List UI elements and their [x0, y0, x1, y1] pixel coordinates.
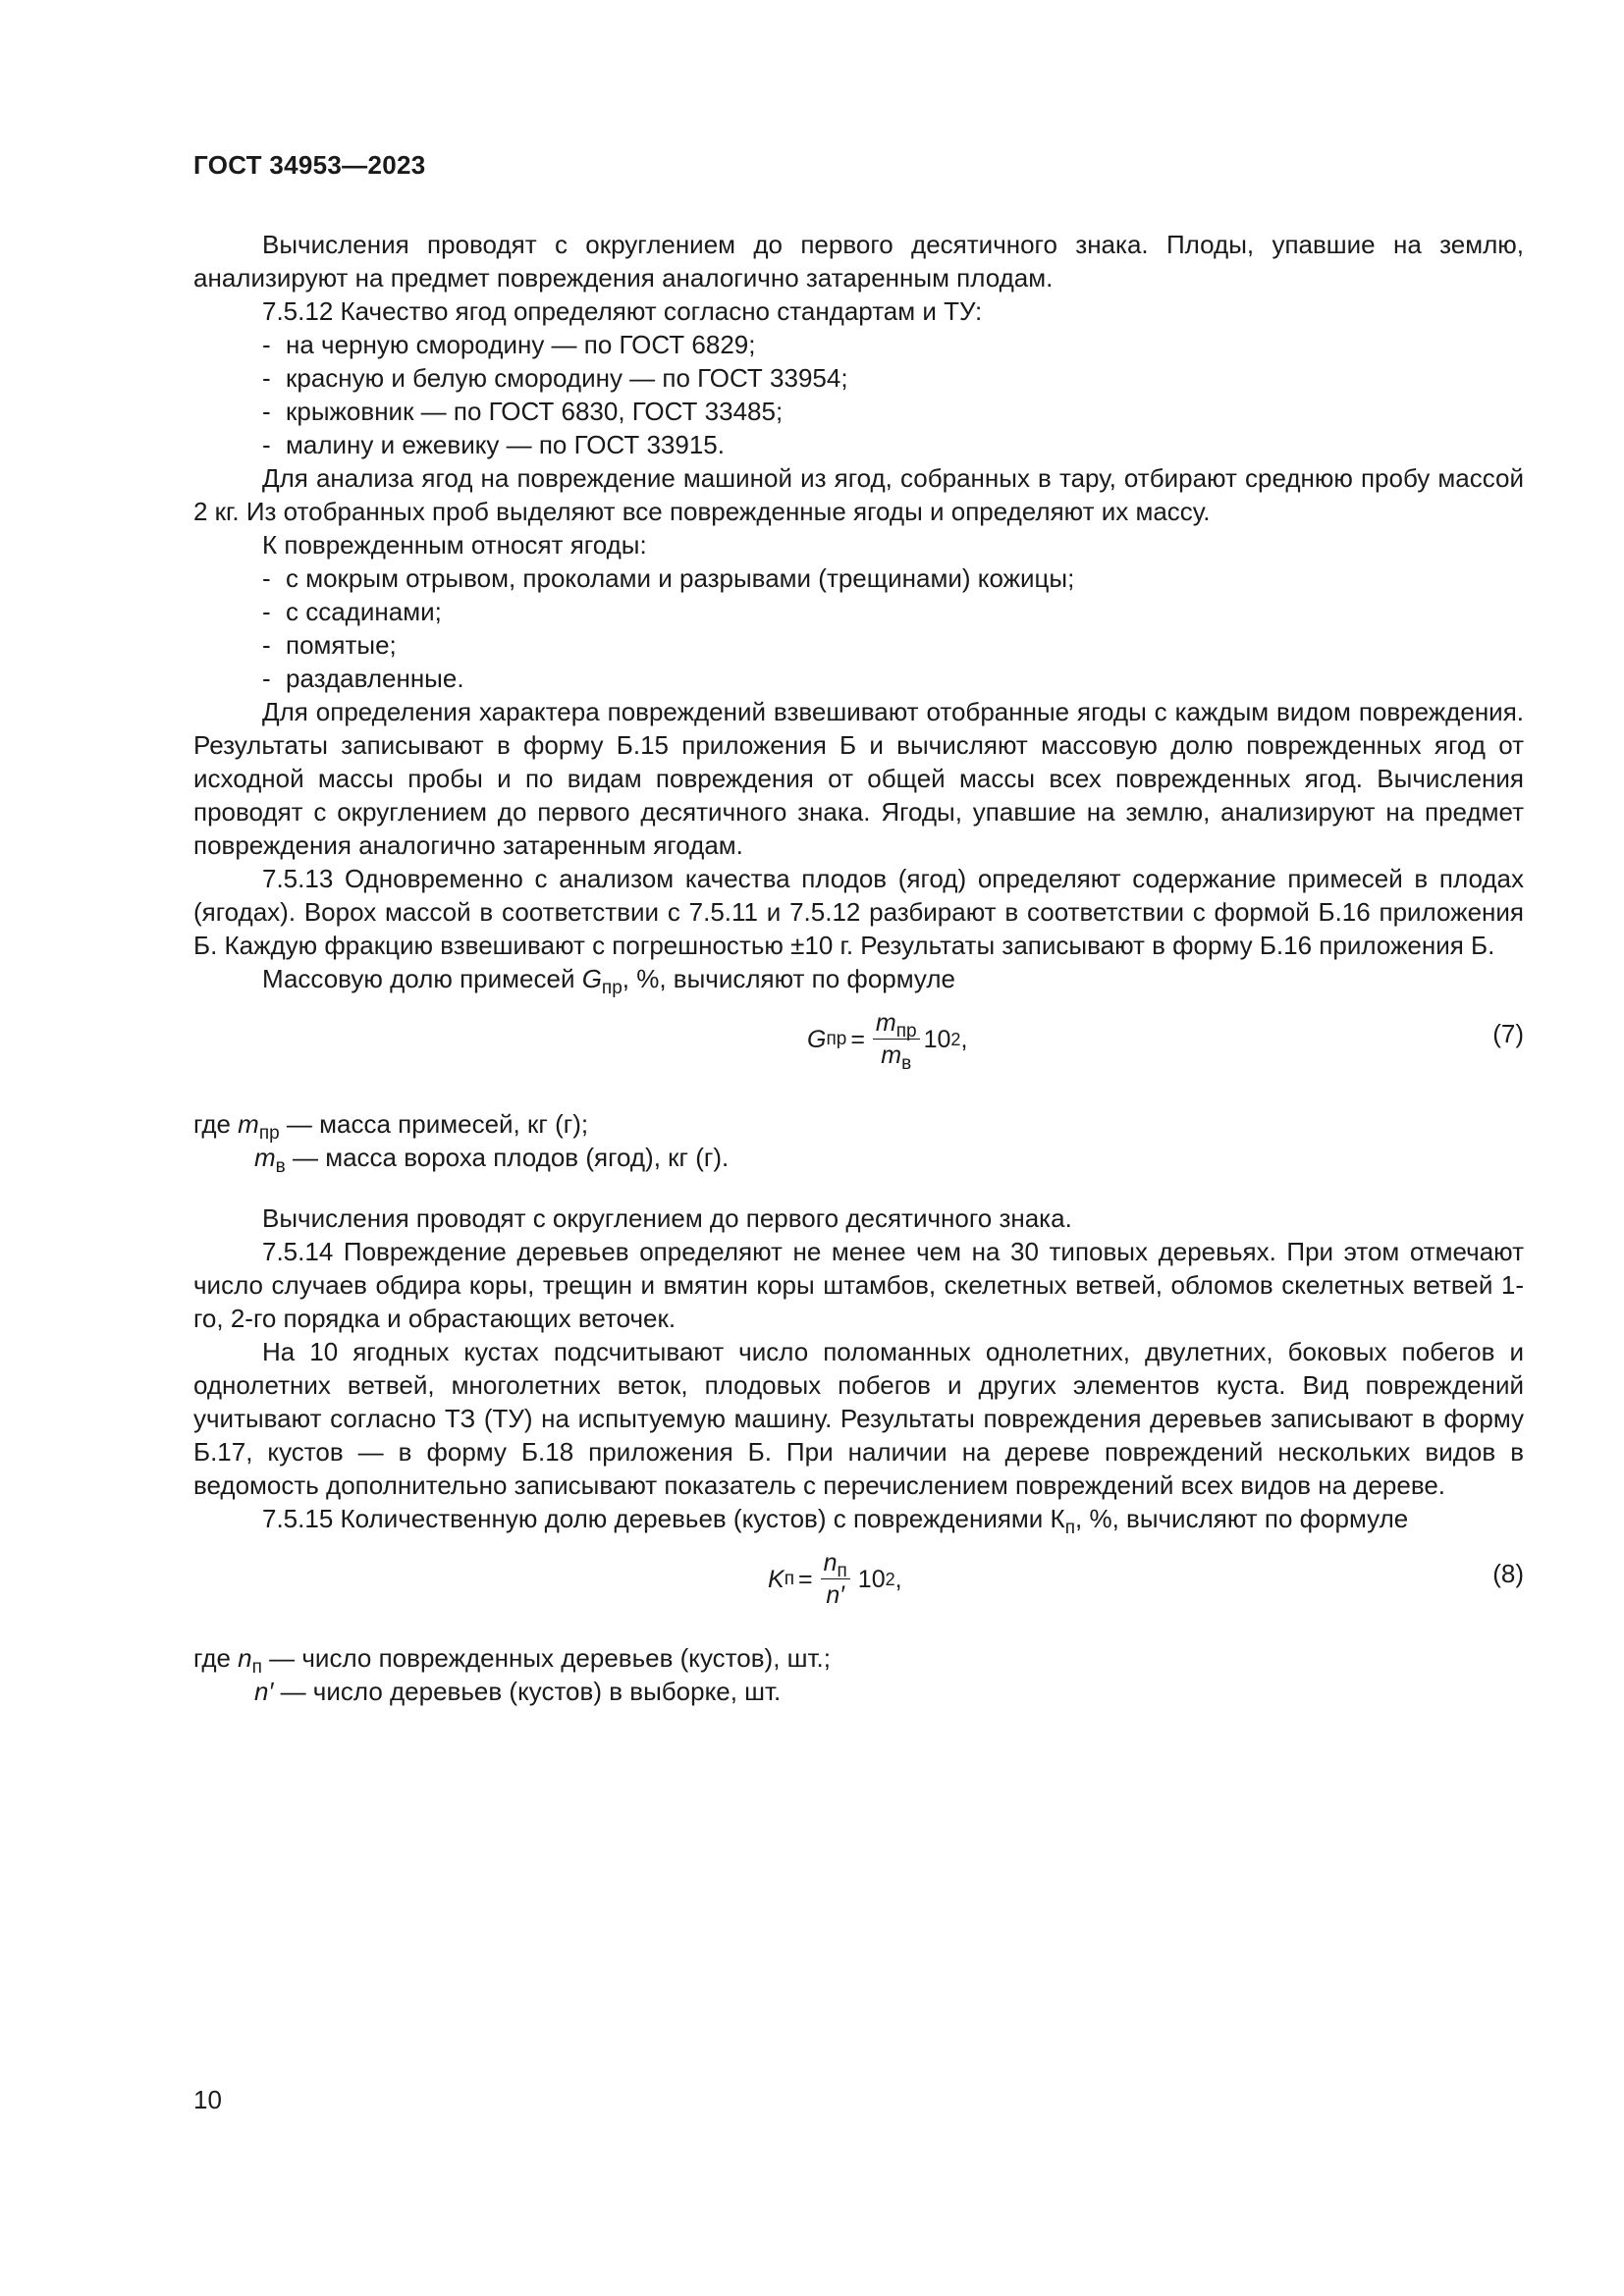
paragraph: Для анализа ягод на повреждение машиной из ягод, собранных в тару, отбирают среднюю пробу массой 2 кг. Из отобранных проб выделяют все поврежденные ягоды и определяют их массу. [193, 463, 1524, 526]
equation-number: (7) [1492, 1019, 1524, 1048]
paragraph: На 10 ягодных кустах подсчитывают число поломанных однолетних, двулетних, боковых побегов и однолетних ветвей, многолетних веток, плодовых побегов и других элементов куста. Вид повреждений учитывают согласно ТЗ (ТУ) на испытуемую машину. Результаты повреждения деревьев записывают в форму Б.17, кустов — в форму Б.18 приложения Б. При наличии на дереве повреждений нескольких видов в ведомость дополнительно записывают показатель с перечислением повреждений всех видов на дереве. [193, 1337, 1524, 1500]
list-item: - помятые; [262, 630, 397, 660]
fraction: $\frac{m_{пр}}{m_в}$ [873, 1009, 920, 1069]
formula-7-row [193, 995, 1524, 1090]
list-item: - крыжовник — по ГОСТ 6830, ГОСТ 33485; [262, 397, 784, 426]
list-item: - с ссадинами; [262, 597, 442, 626]
page-number: 10 [193, 2085, 222, 2114]
where-line: где $n_п$ — число поврежденных деревьев (кустов), шт.; [193, 1643, 831, 1678]
where-line: где $m_{пр}$ — масса примесей, кг (г); [193, 1109, 589, 1144]
equation-number: (8) [1492, 1559, 1524, 1588]
paragraph-7-5-14: 7.5.14 Повреждение деревьев определяют не менее чем на 30 типовых деревьях. При этом отмечают число случаев обдира коры, трещин и вмятин коры штамбов, скелетных ветвей, обломов скелетных ветвей 1-го, 2-го порядка и обрастающих веточек. [193, 1237, 1524, 1333]
paragraph: К поврежденным относят ягоды: [262, 530, 647, 560]
formula-8: K п = $\frac{n_п}{n'}$ 10 2 , [768, 1549, 902, 1609]
formula-8-row [193, 1535, 1524, 1624]
formula-7: G пр = $\frac{m_{пр}}{m_в}$ 10 2 , [807, 1009, 968, 1074]
fraction: $\frac{n_п}{n'}$ [821, 1549, 850, 1609]
paragraph-7-5-13: 7.5.13 Одновременно с анализом качества плодов (ягод) определяют содержание примесей в плодах (ягодах). Ворох массой в соответствии с 7.5.11 и 7.5.12 разбирают в соответствии с формой Б.16 приложения Б. Каждую фракцию взвешивают с погрешностью ±10 г. Результаты записывают в форму Б.16 приложения Б. [193, 864, 1524, 960]
paragraph-7-5-15: 7.5.15 Количественную долю деревьев (кустов) с повреждениями $К_п$, %, вычисляют по формуле [262, 1504, 1409, 1538]
paragraph: Для определения характера повреждений взвешивают отобранные ягоды с каждым видом повреждения. Результаты записывают в форму Б.15 приложения Б и вычисляют массовую долю поврежденных ягод от исходной массы пробы и по видам повреждения от общей массы всех поврежденных ягод. Вычисления проводят с округлением до первого десятичного знака. Ягоды, упавшие на землю, анализируют на предмет повреждения аналогично затаренным ягодам. [193, 697, 1524, 860]
document-body [193, 228, 1524, 1708]
paragraph: Вычисления проводят с округлением до первого десятичного знака. [262, 1203, 1072, 1233]
list-item: - раздавленные. [262, 664, 464, 693]
list-item: - с мокрым отрывом, проколами и разрывами (трещинами) кожицы; [262, 563, 1075, 593]
paragraph-formula-intro: Массовую долю примесей $G_{пр}$, %, вычисляют по формуле [262, 964, 955, 998]
paragraph-7-5-12: 7.5.12 Качество ягод определяют согласно стандартам и ТУ: [262, 296, 983, 326]
list-item: - малину и ежевику — по ГОСТ 33915. [262, 430, 725, 459]
paragraph: Вычисления проводят с округлением до первого десятичного знака. Плоды, упавшие на землю, анализируют на предмет повреждения аналогично затаренным плодам. [193, 230, 1524, 293]
where-line: n′ — число деревьев (кустов) в выборке, шт. [254, 1677, 782, 1706]
document-header: ГОСТ 34953—2023 [193, 150, 426, 180]
where-line: $m_в$ — масса вороха плодов (ягод), кг (г). [254, 1143, 730, 1177]
list-item: - красную и белую смородину — по ГОСТ 33954; [262, 363, 848, 393]
list-item: - на черную смородину — по ГОСТ 6829; [262, 330, 756, 359]
